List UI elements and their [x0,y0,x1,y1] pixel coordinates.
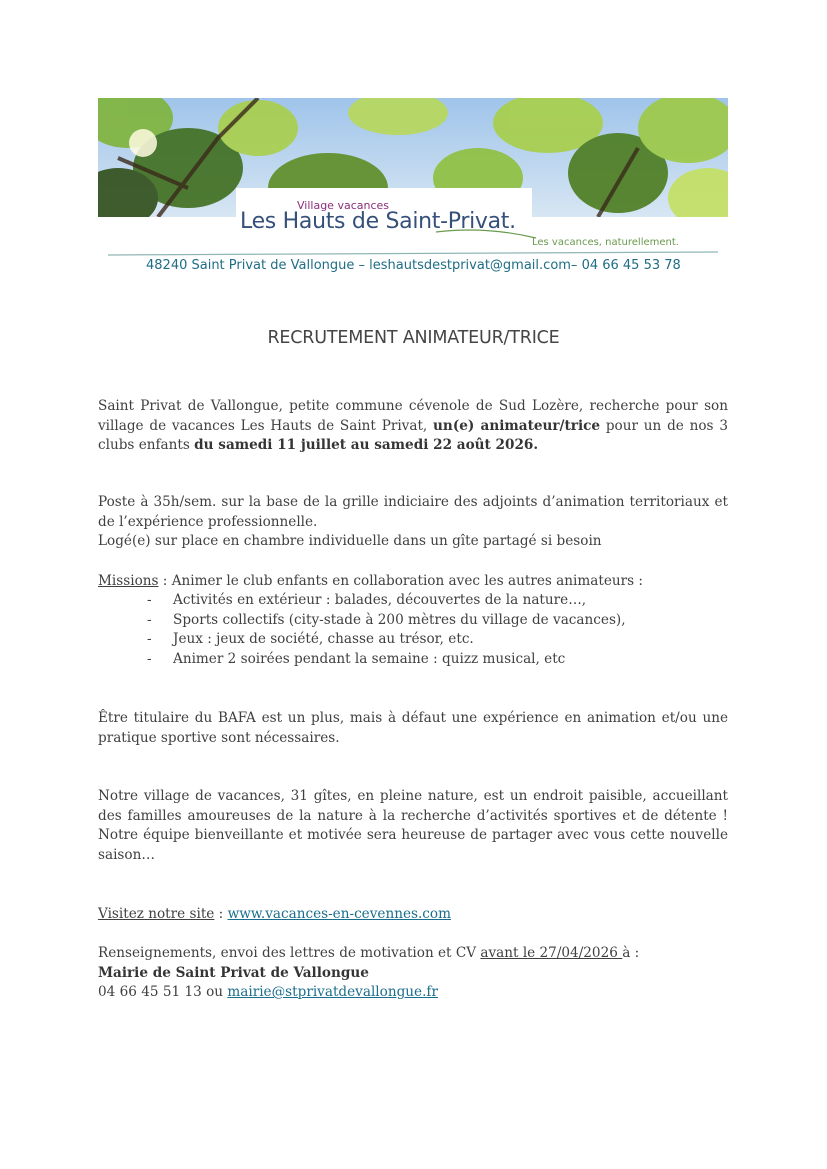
visit-label: Visitez notre site [98,906,215,922]
list-item-text: Animer 2 soirées pendant la semaine : quizz musical, etc [173,651,566,667]
list-item [147,591,586,611]
contact-line-1 [98,944,639,964]
poste-paragraph [98,493,728,552]
contact-text-1: Renseignements, envoi des lettres de motivation et CV [98,945,481,961]
missions-heading [98,572,643,592]
intro-role: un(e) animateur/trice [433,417,601,434]
contact-text-2: à : [622,945,640,961]
list-item [147,630,474,650]
logo-subtitle: Village vacances [297,199,389,212]
phone-text: 04 66 45 51 13 ou [98,984,228,1000]
list-item [147,650,565,670]
header-contact-line: 48240 Saint Privat de Vallongue – leshautsdestprivat@gmail.com– 04 66 45 53 78 [146,258,681,273]
village-paragraph [98,787,728,865]
bullet-dash: - [147,612,152,628]
list-item [147,611,626,631]
contact-phone-email [98,983,438,1003]
poste-line-1: Poste à 35h/sem. sur la base de la grille indiciaire des adjoints d’animation territoriaux et de l’expérience professionnelle. [98,494,728,530]
intro-dates: du samedi 11 juillet au samedi 22 août 2026. [194,437,539,454]
logo-title: Les Hauts de Saint-Privat. [240,209,516,234]
page-title: RECRUTEMENT ANIMATEUR/TRICE [267,328,560,348]
deadline: avant le 27/04/2026 [480,945,623,961]
bullet-dash: - [147,592,152,608]
bafa-paragraph [98,709,728,748]
missions-label: Missions [98,573,159,589]
visit-line [98,905,451,925]
poste-line-2: Logé(e) sur place en chambre individuelle dans un gîte partagé si besoin [98,533,602,550]
bullet-dash: - [147,631,152,647]
bafa-text: Être titulaire du BAFA est un plus, mais à défaut une expérience en animation et/ou une pratique sportive sont nécessaires. [98,710,728,746]
list-item-text: Activités en extérieur : balades, découvertes de la nature…, [173,592,587,608]
logo-tagline: Les vacances, naturellement. [532,237,679,248]
missions-intro: : Animer le club enfants en collaboration avec les autres animateurs : [158,573,644,589]
bullet-dash: - [147,651,152,667]
list-item-text: Jeux : jeux de société, chasse au trésor, etc. [173,631,474,647]
email-link[interactable]: mairie@stprivatdevallongue.fr [227,984,438,1000]
intro-paragraph [98,397,728,456]
intro-text-1: Saint Privat de Vallongue, petite commune cévenole de Sud Lozère, recherche pour son village de vacances Les Hauts de Saint Privat, [98,398,728,434]
org-name: Mairie de Saint Privat de Vallongue [98,965,369,981]
website-link[interactable]: www.vacances-en-cevennes.com [227,906,451,922]
intro-text-2: pour un de nos 3 clubs enfants [98,417,728,454]
contact-org [98,964,369,984]
visit-sep: : [214,906,228,922]
village-text: Notre village de vacances, 31 gîtes, en pleine nature, est un endroit paisible, accueillant des familles amoureuses de la nature à la recherche d’activités sportives et de détente ! Notre équipe bienveillante et motivée sera heureuse de partager avec vous cette nouvelle saison… [98,788,728,863]
list-item-text: Sports collectifs (city-stade à 200 mètres du village de vacances), [173,612,626,628]
